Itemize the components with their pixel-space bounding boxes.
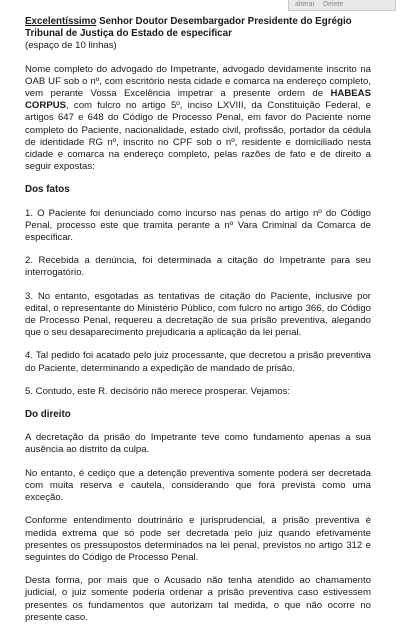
fact-paragraph-5: 5. Contudo, este R. decisório não merece prosperar. Vejamos:	[25, 385, 291, 397]
law-paragraph-3: Conforme entendimento doutrinário e jurisprudencial, a prisão preventiva é medida extrema que só pode ser decretada pelo juiz quando efetivamente presentes os pressupostos determinados na lei penal, previstos no artigo 312 e seguintes do Código de Processo Penal.	[25, 515, 371, 563]
edit-link[interactable]: alterar	[295, 1, 315, 8]
fact-paragraph-1: 1. O Paciente foi denunciado como incurso nas penas do artigo nº do Código Penal, processo este que tramita perante a nº Vara Criminal da Comarca de especificar.	[25, 207, 371, 244]
section-heading-facts: Dos fatos	[25, 184, 70, 196]
addressee-rest: Senhor Doutor Desembargador Presidente do Egrégio Tribunal de Justiça do Estado de especificar	[25, 16, 352, 40]
intro-paragraph	[25, 64, 371, 174]
intro-text-start: Nome completo do advogado do Impetrante, advogado devidamente inscrito na OAB UF sob o nº, com escritório nesta cidade e comarca na endereço completo, vem perante Vossa Excelência impetrar a presente ordem de	[25, 63, 371, 100]
fact-paragraph-3: 3. No entanto, esgotadas as tentativas de citação do Paciente, inclusive por edital, o representante do Ministério Público, com fulcro no artigo 366, do Código de Processo Penal, requereu a decretação de sua prisão preventiva, alegando que o seu desaparecimento prejudicaria a aplicação da lei penal.	[25, 290, 371, 339]
law-paragraph-1: A decretação da prisão do Impetrante teve como fundamento apenas a sua ausência ao distrito da culpa.	[25, 432, 371, 456]
addressee-salutation: Excelentíssimo	[25, 16, 97, 27]
addressee-heading	[25, 16, 371, 40]
section-heading-law: Do direito	[25, 409, 71, 421]
law-paragraph-2: No entanto, é cediço que a detenção preventiva somente poderá ser decretada com muita reserva e cautela, considerando que fora prevista como uma exceção.	[25, 467, 371, 504]
habeas-corpus-term: HABEAS CORPUS	[25, 88, 371, 112]
spacing-note: (espaço de 10 linhas)	[25, 40, 117, 52]
delete-link[interactable]: Delete	[323, 1, 344, 8]
law-paragraph-4: Desta forma, por mais que o Acusado não tenha atendido ao chamamento judicial, o juiz somente poderia ordenar a prisão preventiva caso estivessem presentes os fundamentos que autorizam tal medida, o que não ocorre no presente caso.	[25, 575, 371, 623]
fact-paragraph-4: 4. Tal pedido foi acatado pelo juiz processante, que decretou a prisão preventiva do Paciente, determinando a expedição de mandado de prisão.	[25, 350, 371, 374]
edit-toolbar	[288, 0, 396, 11]
intro-text-end: , com fulcro no artigo 5º, inciso LXVIII, da Constituição Federal, e artigos 647 e 648 do Código de Processo Penal, em favor do Paciente nome completo do Paciente, nacionalidade, estado civil, profissão, portador da cédula de identidade RG nº, inscrito no CPF sob o nº, residente e domiciliado nesta cidade e comarca na endereço completo, pelas razões de fato e de direito a seguir expostas:	[25, 100, 371, 173]
petition-document	[25, 16, 371, 624]
fact-paragraph-2: 2. Recebida a denúncia, foi determinada a citação do Impetrante para seu interrogatório.	[25, 255, 371, 279]
